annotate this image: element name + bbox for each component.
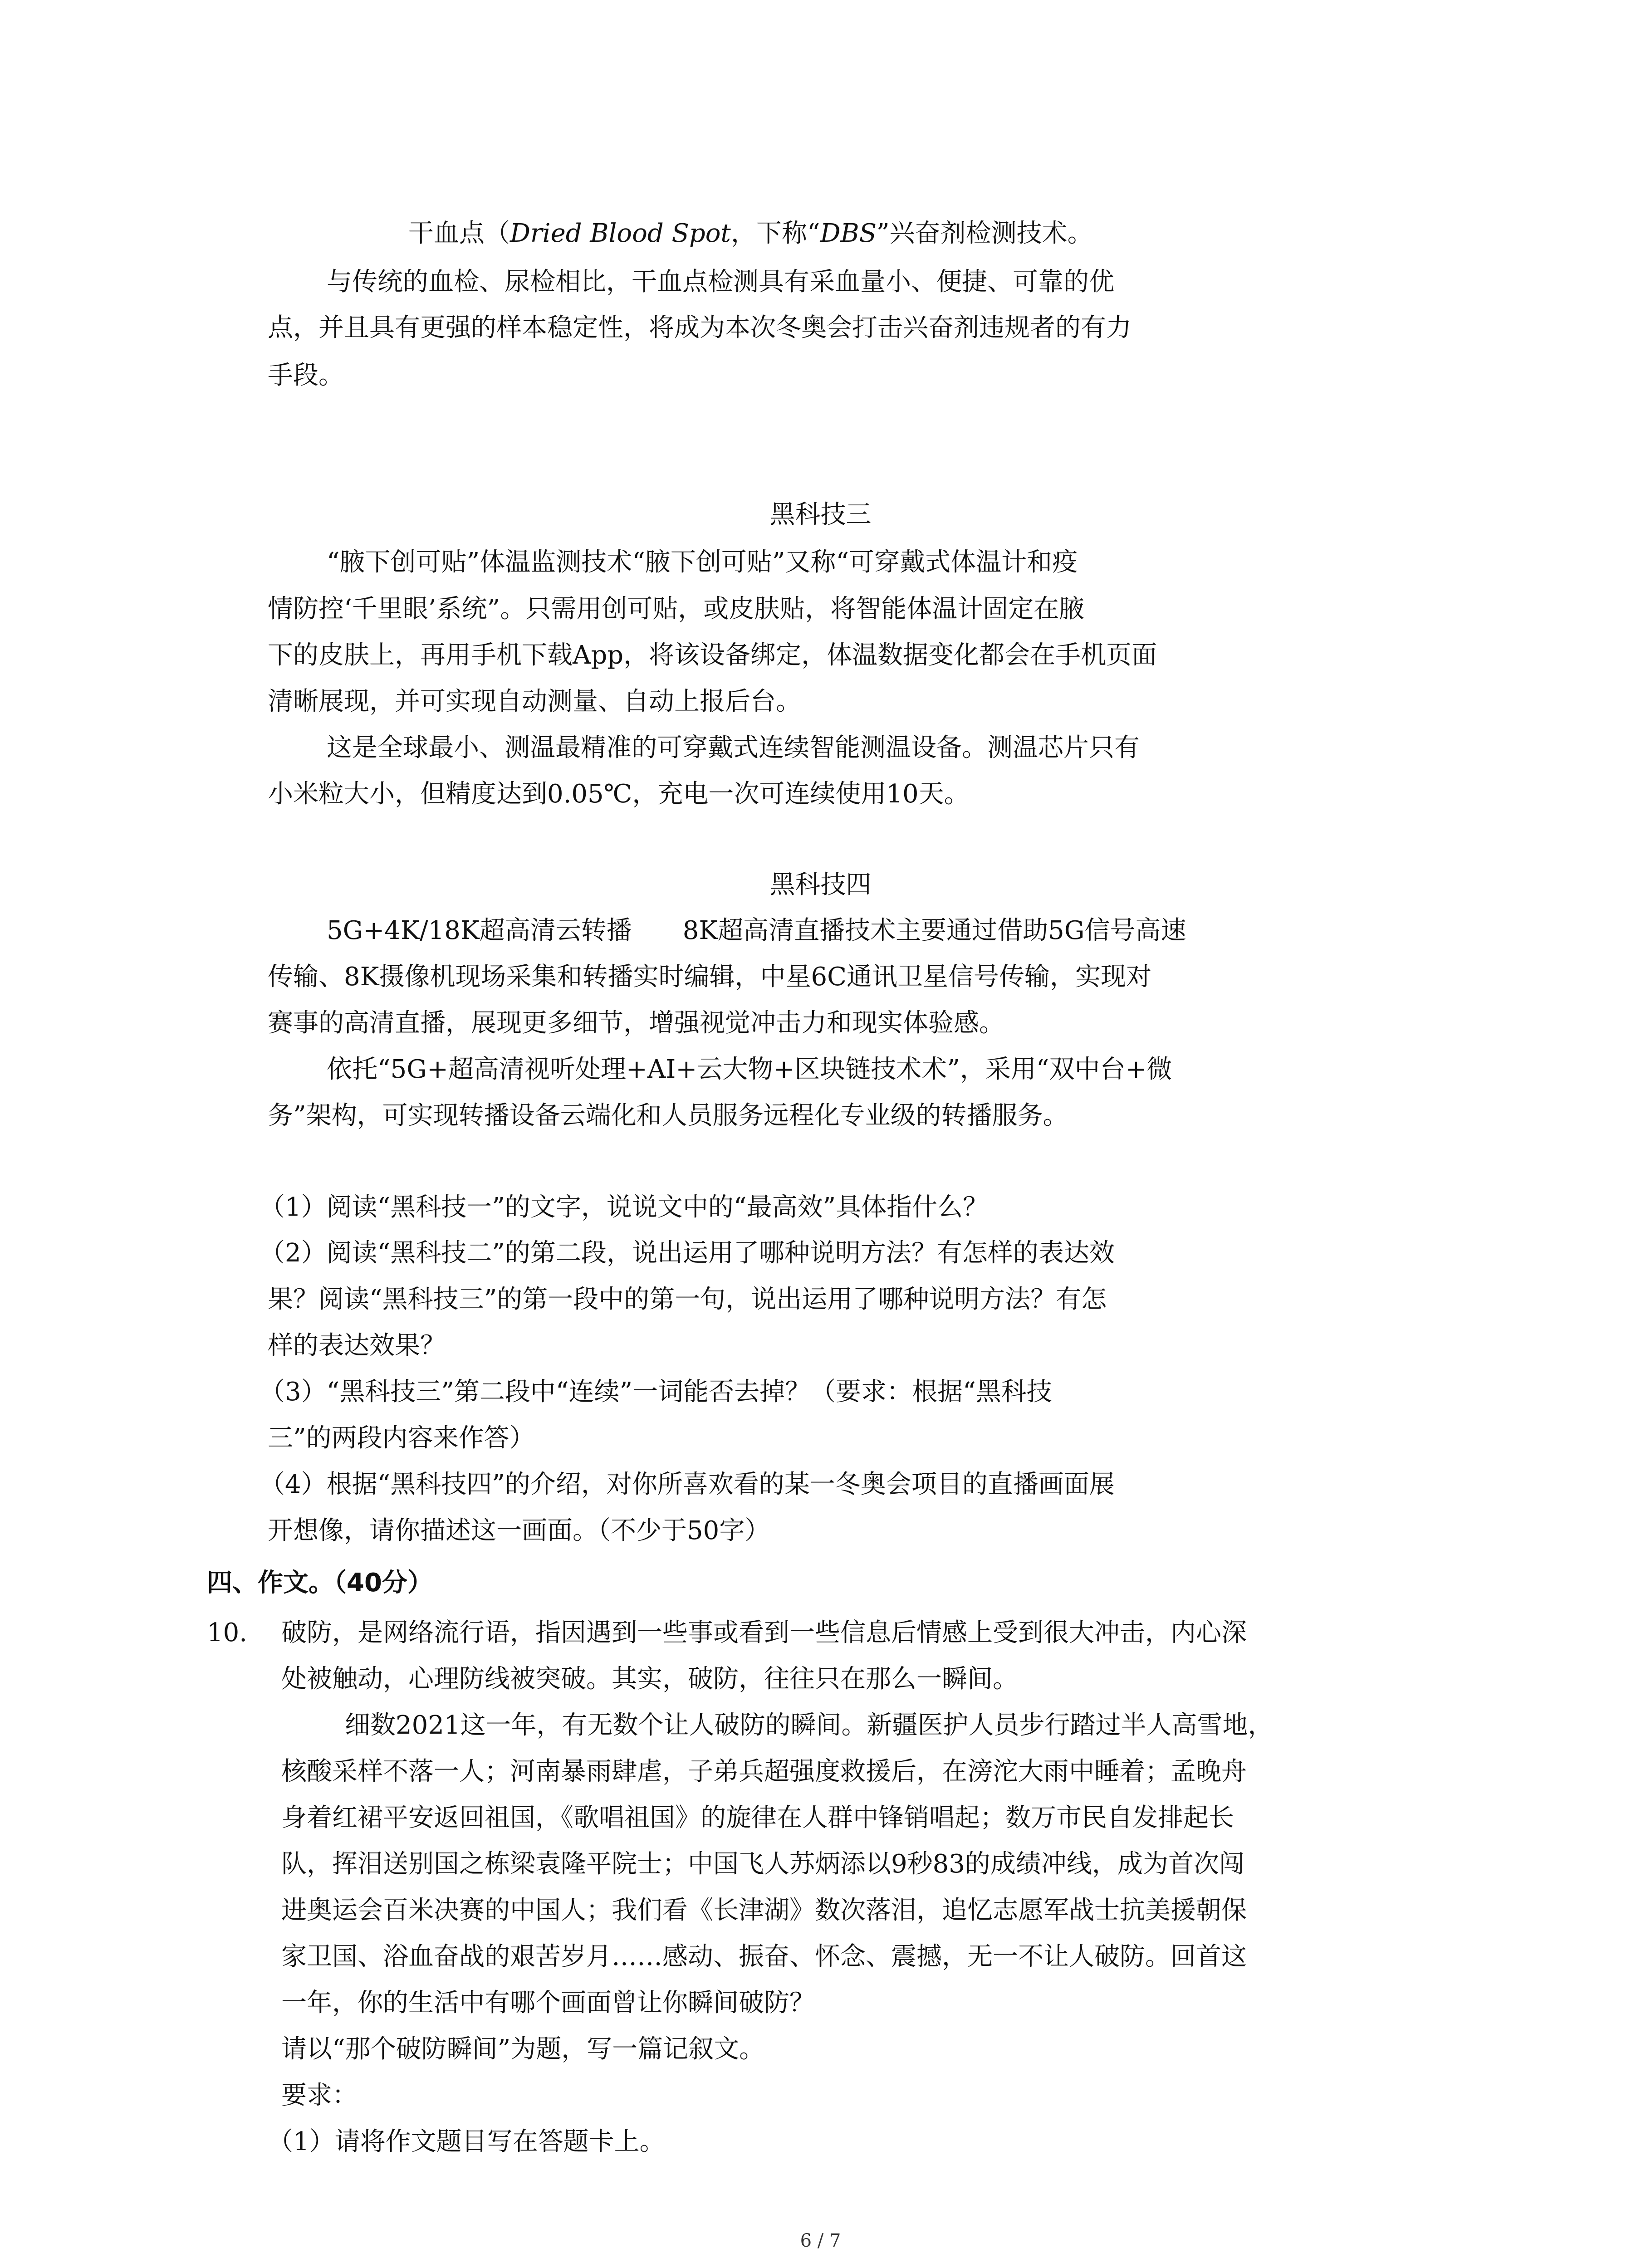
section-four-para1-line: 传输、8K摄像机现场采集和转播实时编辑，中星6C通讯卫星信号传输，实现对 xyxy=(268,962,1151,992)
section-three-title: 黑科技三 xyxy=(769,500,872,529)
dbs-title-line xyxy=(408,215,1093,252)
dbs-title-post: ”兴奋剂检测技术。 xyxy=(877,219,1093,248)
composition-task: 请以“那个破防瞬间”为题，写一篇记叙文。 xyxy=(281,2034,765,2064)
composition-intro-line: 处被触动，心理防线被突破。其实，破防，往往只在那么一瞬间。 xyxy=(281,1664,1018,1694)
question-line: （4）根据“黑科技四”的介绍，对你所喜欢看的某一冬奥会项目的直播画面展 xyxy=(260,1470,1115,1499)
section-four-para2-line: 依托“5G+超高清视听处理+AI+云大物+区块链技术术”，采用“双中台+微 xyxy=(327,1055,1172,1084)
dbs-title-mid: ，下称“ xyxy=(730,219,820,248)
section-four-title: 黑科技四 xyxy=(769,870,872,899)
composition-intro-line: 破防，是网络流行语，指因遇到一些事或看到一些信息后情感上受到很大冲击，内心深 xyxy=(281,1618,1247,1647)
section-three-para1-line: 下的皮肤上，再用手机下载App，将该设备绑定，体温数据变化都会在手机页面 xyxy=(268,640,1157,670)
question-line: 果？阅读“黑科技三”的第一段中的第一句，说出运用了哪种说明方法？有怎 xyxy=(268,1285,1107,1314)
composition-body-line: 进奥运会百米决赛的中国人；我们看《长津湖》数次落泪，追忆志愿军战士抗美援朝保 xyxy=(281,1896,1247,1925)
composition-body-line: 细数2021这一年，有无数个让人破防的瞬间。新疆医护人员步行踏过半人高雪地， xyxy=(345,1711,1274,1740)
dbs-para-line: 与传统的血检、尿检相比，干血点检测具有采血量小、便捷、可靠的优 xyxy=(327,267,1114,297)
composition-body-line: 身着红裙平安返回祖国，《歌唱祖国》的旋律在人群中锋销唱起；数万市民自发排起长 xyxy=(281,1803,1234,1833)
dbs-para-line: 点，并且具有更强的样本稳定性，将成为本次冬奥会打击兴奋剂违规者的有力 xyxy=(268,313,1132,342)
section-three-para2-line: 这是全球最小、测温最精准的可穿戴式连续智能测温设备。测温芯片只有 xyxy=(327,733,1140,763)
section-four-para2-line: 务”架构，可实现转播设备云端化和人员服务远程化专业级的转播服务。 xyxy=(268,1101,1068,1130)
question-line: 样的表达效果？ xyxy=(268,1331,446,1360)
question-line: 三”的两段内容来作答） xyxy=(268,1423,535,1453)
section-three-para1-line: 情防控‘千里眼’系统”。只需用创可贴，或皮肤贴，将智能体温计固定在腋 xyxy=(268,594,1085,624)
dbs-term: Dried Blood Spot xyxy=(510,219,731,248)
dbs-title-pre: 干血点（ xyxy=(408,219,510,248)
dbs-para-line: 手段。 xyxy=(268,361,344,390)
composition-body-line: 核酸采样不落一人；河南暴雨肆虐，子弟兵超强度救援后，在滂沱大雨中睡着；孟晚舟 xyxy=(281,1757,1247,1786)
section-four-para1-line: 5G+4K/18K超高清云转播 8K超高清直播技术主要通过借助5G信号高速 xyxy=(327,916,1186,945)
section-three-para1-line: “腋下创可贴”体温监测技术“腋下创可贴”又称“可穿戴式体温计和疫 xyxy=(327,547,1078,577)
section-three-para1-line: 清晰展现，并可实现自动测量、自动上报后台。 xyxy=(268,687,801,716)
dbs-abbr: DBS xyxy=(820,219,877,248)
question-line: （2）阅读“黑科技二”的第二段，说出运用了哪种说明方法？有怎样的表达效 xyxy=(260,1238,1115,1268)
composition-requirement: （1）请将作文题目写在答题卡上。 xyxy=(268,2127,665,2156)
composition-body-line: 一年，你的生活中有哪个画面曾让你瞬间破防？ xyxy=(281,1988,815,2018)
composition-requirements-label: 要求： xyxy=(281,2081,358,2110)
question-number: 10. xyxy=(207,1618,248,1647)
question-line: 开想像，请你描述这一画面。（不少于50字） xyxy=(268,1516,770,1545)
composition-body-line: 队，挥泪送别国之栋梁袁隆平院士；中国飞人苏炳添以9秒83的成绩冲线，成为首次闯 xyxy=(281,1849,1244,1879)
composition-body-line: 家卫国、浴血奋战的艰苦岁月……感动、振奋、怀念、震撼，无一不让人破防。回首这 xyxy=(281,1942,1247,1971)
question-line: （3）“黑科技三”第二段中“连续”一词能否去掉？（要求：根据“黑科技 xyxy=(260,1377,1052,1407)
composition-heading: 四、作文。（40分） xyxy=(207,1568,433,1598)
section-four-para1-line: 赛事的高清直播，展现更多细节，增强视觉冲击力和现实体验感。 xyxy=(268,1008,1004,1038)
section-three-para2-line: 小米粒大小，但精度达到0.05℃，充电一次可连续使用10天。 xyxy=(268,779,970,809)
page-number: 6 / 7 xyxy=(800,2230,841,2251)
question-line: （1）阅读“黑科技一”的文字，说说文中的“最高效”具体指什么？ xyxy=(260,1193,989,1222)
